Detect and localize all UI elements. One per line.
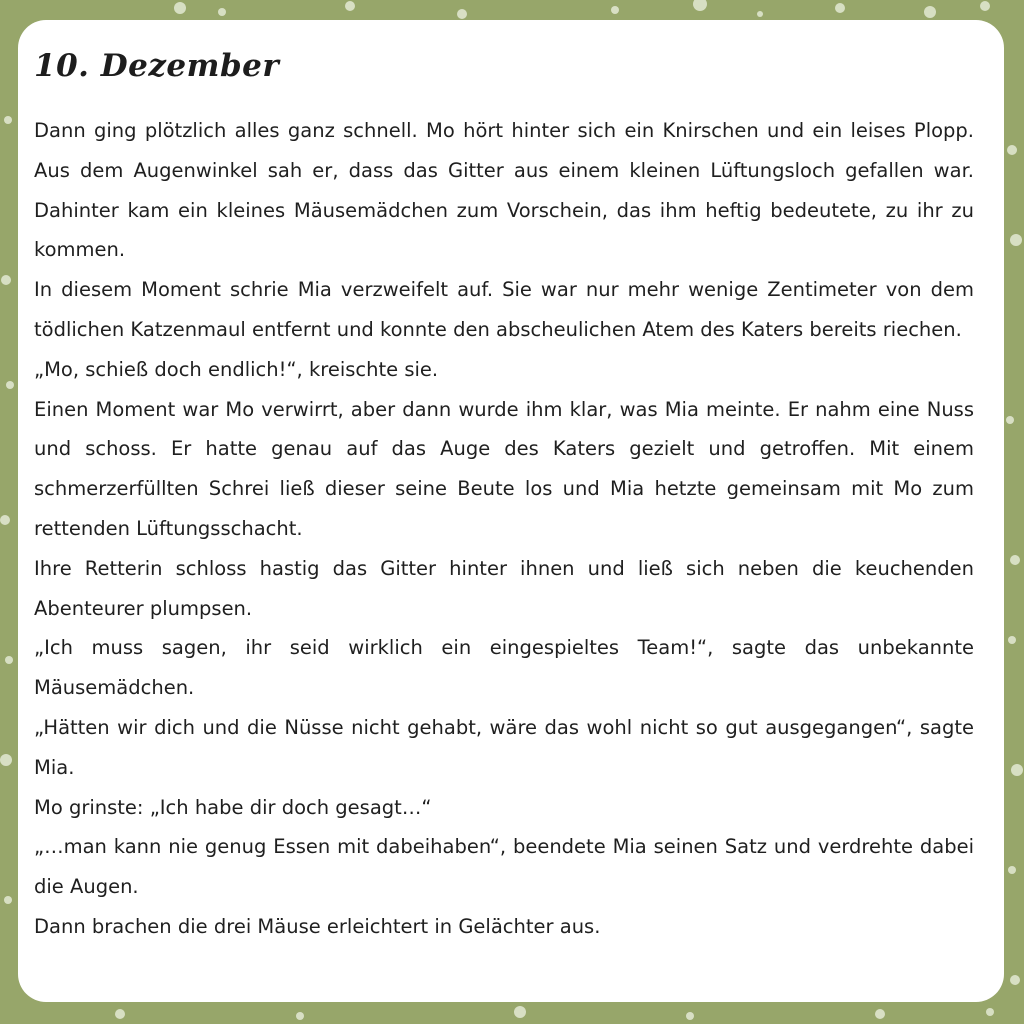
story-paragraph: Ihre Retterin schloss hastig das Gitter hinter ihnen und ließ sich neben die keuchenden Abenteurer plumpsen.	[34, 556, 974, 620]
story-paragraph: „Mo, schieß doch endlich!“, kreischte sie.	[34, 357, 439, 381]
story-text	[34, 111, 974, 947]
story-paragraph: Einen Moment war Mo verwirrt, aber dann wurde ihm klar, was Mia meinte. Er nahm eine Nuss und schoss. Er hatte genau auf das Auge des Katers gezielt und getroffen. Mit einem schmerzerfüllten Schrei ließ dieser seine Beute los und Mia hetzte gemeinsam mit Mo zum rettenden Lüftungsschacht.	[34, 397, 974, 540]
page-title: 10. Dezember	[34, 48, 280, 84]
story-paragraph: Dann brachen die drei Mäuse erleichtert in Gelächter aus.	[34, 914, 601, 938]
story-paragraph: Mo grinste: „Ich habe dir doch gesagt…“	[34, 795, 432, 819]
story-paragraph: „Hätten wir dich und die Nüsse nicht gehabt, wäre das wohl nicht so gut ausgegangen“, sagte Mia.	[34, 715, 974, 779]
story-paragraph: Dann ging plötzlich alles ganz schnell. Mo hört hinter sich ein Knirschen und ein leises Plopp. Aus dem Augenwinkel sah er, dass das Gitter aus einem kleinen Lüftungsloch gefallen war. Dahinter kam ein kleines Mäusemädchen zum Vorschein, das ihm heftig bedeutete, zu ihr zu kommen.	[34, 119, 974, 262]
story-paragraph: In diesem Moment schrie Mia verzweifelt auf. Sie war nur mehr wenige Zentimeter von dem tödlichen Katzenmaul entfernt und konnte den abscheulichen Atem des Katers bereits riechen.	[34, 278, 974, 341]
story-card	[18, 20, 1004, 1002]
story-paragraph: „…man kann nie genug Essen mit dabeihaben“, beendete Mia seinen Satz und verdrehte dabei die Augen.	[34, 835, 974, 899]
story-paragraph: „Ich muss sagen, ihr seid wirklich ein eingespieltes Team!“, sagte das unbekannte Mäusemädchen.	[34, 636, 974, 700]
